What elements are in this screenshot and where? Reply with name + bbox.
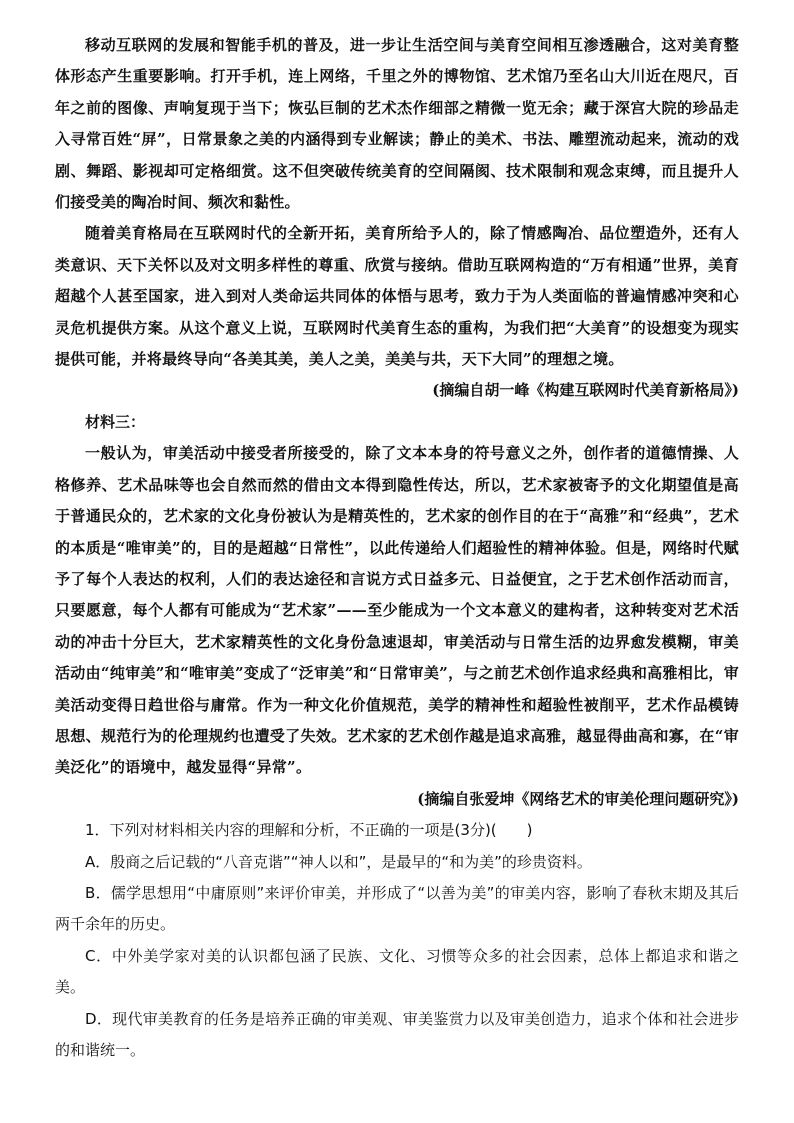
question-stem: 1．下列对材料相关内容的理解和分析，不正确的一项是(3分)( ) (85, 821, 533, 840)
question-option-b: B．儒学思想用“中庸原则”来评价审美，并形成了“以善为美”的审美内容，影响了春秋末期及其后两千余年的历史。 (55, 883, 739, 934)
passage-paragraph-1: 移动互联网的发展和智能手机的普及，进一步让生活空间与美育空间相互渗透融合，这对美育整体形态产生重要影响。打开手机，连上网络，千里之外的博物馆、艺术馆乃至名山大川近在咫尺，百年之前的图像、声响复现于当下；恢弘巨制的艺术杰作细部之精微一览无余；藏于深宫大院的珍品走入寻常百姓“屏”，日常景象之美的内涵得到专业解读；静止的美术、书法、雕塑流动起来，流动的戏剧、舞蹈、影视却可定格细赏。这不但突破传统美育的空间隔阂、技术限制和观念束缚，而且提升人们接受美的陶冶时间、频次和黏性。 (55, 36, 739, 212)
question-option-d: D．现代审美教育的任务是培养正确的审美观、审美鉴赏力以及审美创造力，追求个体和社会进步的和谐统一。 (55, 1009, 739, 1059)
passage-paragraph-2: 随着美育格局在互联网时代的全新开拓，美育所给予人的，除了情感陶冶、品位塑造外，还有人类意识、天下关怀以及对文明多样性的尊重、欣赏与接纳。借助互联网构造的“万有相通”世界，美育超越个人甚至国家，进入到对人类命运共同体的体悟与思考，致力于为人类面临的普遍情感冲突和心灵危机提供方案。从这个意义上说，互联网时代美育生态的重构，为我们把“大美育”的设想变为现实提供可能，并将最终导向“各美其美，美人之美，美美与共，天下大同”的理想之境。 (55, 224, 739, 369)
question-option-c: C．中外美学家对美的认识都包涵了民族、文化、习惯等众多的社会因素，总体上都追求和谐之美。 (55, 946, 739, 997)
question-option-a: A．殷商之后记载的“八音克谐”“神人以和”，是最早的“和为美”的珍贵资料。 (85, 852, 592, 871)
material3-heading: 材料三： (85, 412, 146, 431)
material3-paragraph: 一般认为，审美活动中接受者所接受的，除了文本本身的符号意义之外，创作者的道德情操、人格修养、艺术品味等也会自然而然的借由文本得到隐性传达，所以，艺术家被寄予的文化期望值是高于普通民众的，艺术家的文化身份被认为是精英性的，艺术家的创作目的在于“高雅”和“经典”，艺术的本质是“唯审美”的，目的是超越“日常性”，以此传递给人们超验性的精神体验。但是，网络时代赋予了每个人表达的权利，人们的表达途径和言说方式日益多元、日益便宜，之于艺术创作活动而言，只要愿意，每个人都有可能成为“艺术家”——至少能成为一个文本意义的建构者，这种转变对艺术活动的冲击十分巨大，艺术家精英性的文化身份急速退却，审美活动与日常生活的边界愈发模糊，审美活动由“纯审美”和“唯审美”变成了“泛审美”和“日常审美”，与之前艺术创作追求经典和高雅相比，审美活动变得日趋世俗与庸常。作为一种文化价值规范，美学的精神性和超验性被削平，艺术作品模铸思想、规范行为的伦理规约也遭受了失效。艺术家的艺术创作越是追求高雅，越显得曲高和寡，在“审美泛化”的语境中，越发显得“异常”。 (55, 444, 739, 777)
passage-source-citation: (摘编自胡一峰《构建互联网时代美育新格局》) (432, 381, 739, 400)
document-page (55, 30, 739, 1066)
material3-source-citation: (摘编自张爱坤《网络艺术的审美伦理问题研究》) (417, 789, 739, 808)
